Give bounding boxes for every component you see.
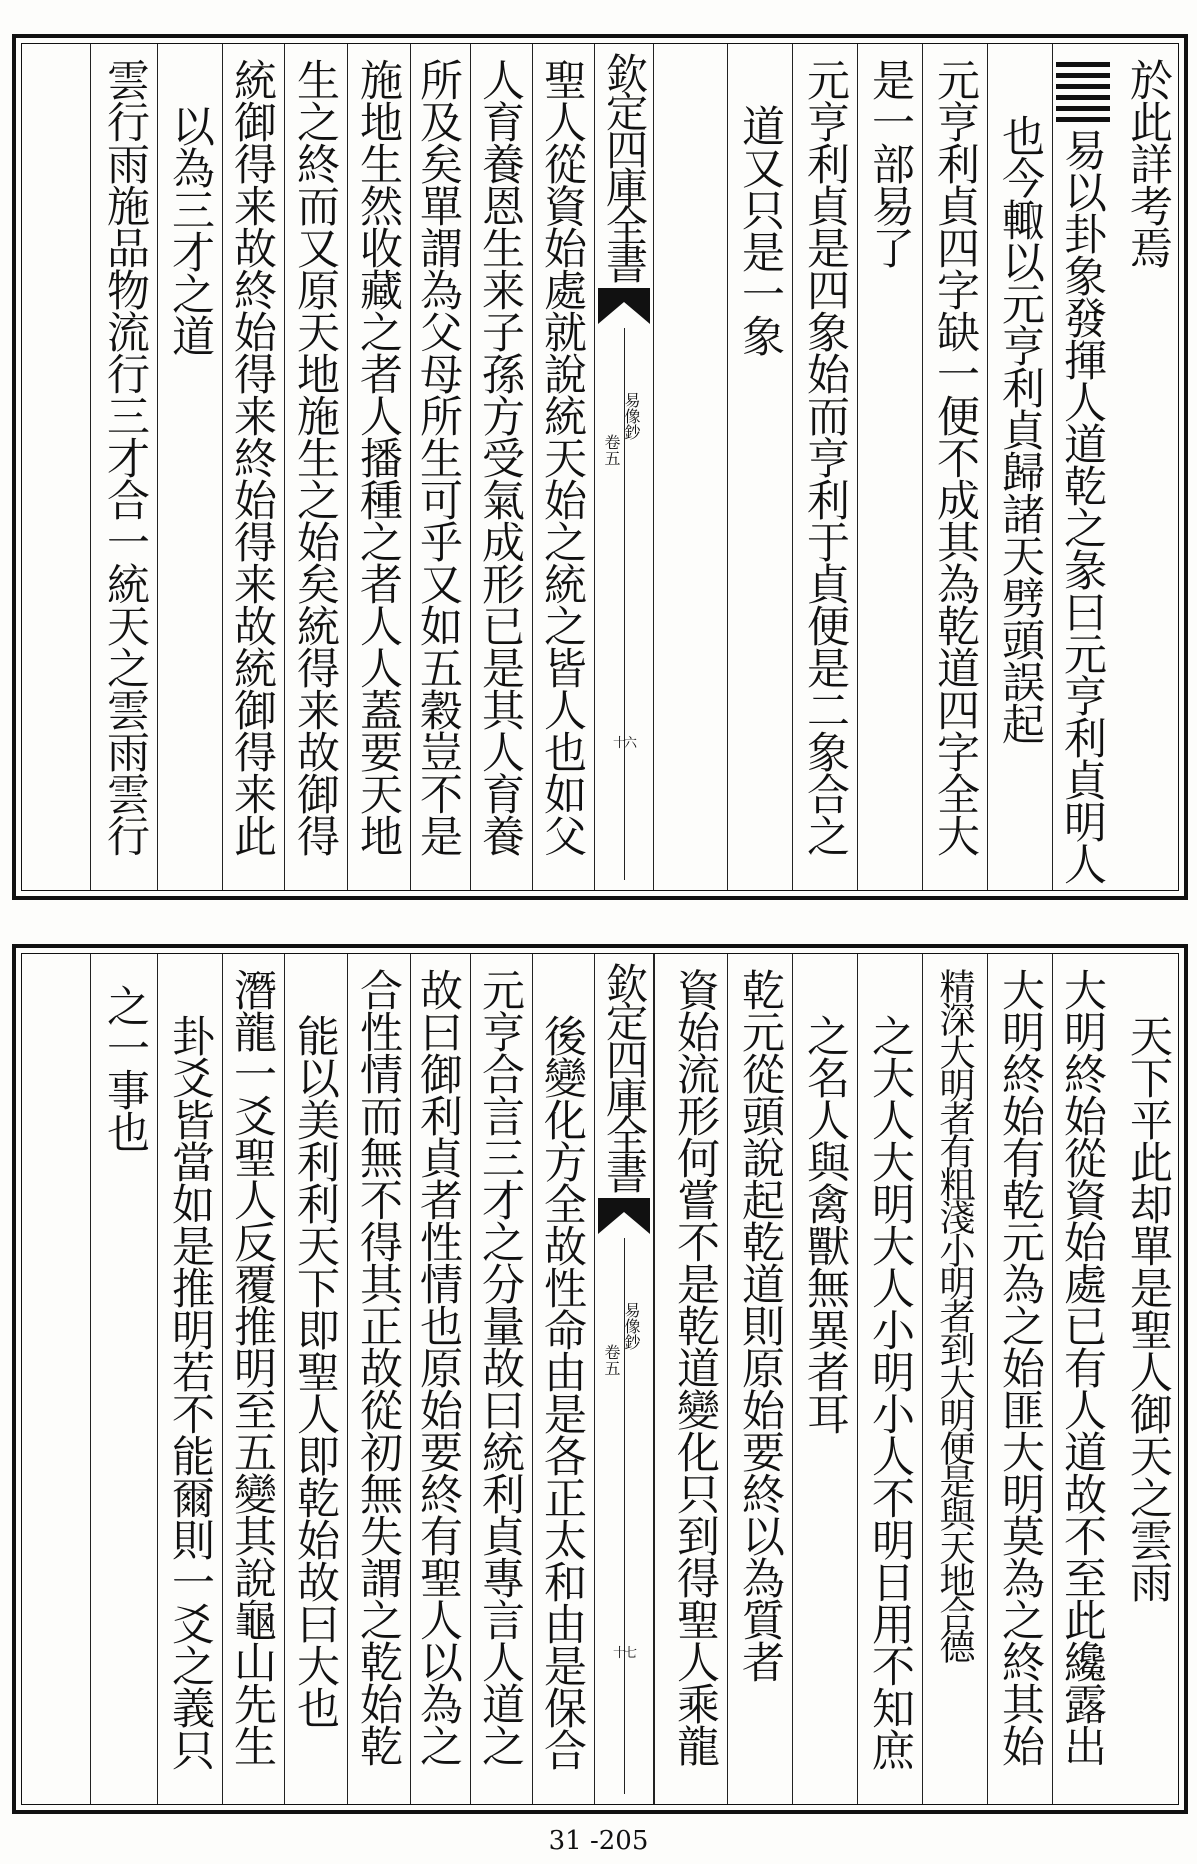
hexagram-line (1056, 117, 1110, 122)
text-column: 於此詳考焉 (1123, 58, 1173, 268)
text-column: 潛龍一爻聖人反覆推明至五變其說龜山先生 (222, 954, 284, 1804)
text-column: 天下平此却單是聖人御天之雲雨 (1123, 1014, 1173, 1602)
text-column: 精深大明者有粗淺小明者到大明便是與天地合德 (922, 954, 987, 1804)
text-column: 雲行雨施品物流行三才合一統天之雲雨雲行 (90, 44, 157, 890)
top-center-gutter (594, 44, 654, 890)
text-column: 元亨利貞四字缺一便不成其為乾道四字全大 (922, 44, 987, 890)
text-column: 乾元從頭說起乾道則原始要終以為質者 (727, 954, 792, 1804)
text-column: 也今輙以元亨利貞歸諸天劈頭誤起 (987, 44, 1052, 890)
hexagram-line (1056, 95, 1110, 100)
text-column: 人育養恩生来子孫方受氣成形已是其人育養 (470, 44, 532, 890)
text-column: 所及矣單謂為父母所生可乎又如五穀豈不是 (410, 44, 470, 890)
volume-label: 卷五 (602, 434, 621, 466)
text-column: 聖人從資始處就說統天始之統之皆人也如父 (532, 44, 594, 890)
leaf-number: 十六 (613, 736, 636, 751)
hexagram-line (1056, 62, 1110, 67)
text-column: 元亨合言三才之分量故曰統利貞專言人道之 (470, 954, 532, 1804)
text-column: 之一事也 (90, 954, 157, 1804)
book-title: 易像鈔 (622, 1302, 641, 1350)
top-page (12, 34, 1188, 900)
bottom-center-gutter (594, 954, 654, 1804)
text-column: 道又只是一象 (727, 44, 792, 890)
hexagram-line (1056, 106, 1110, 111)
text-column: 後變化方全故性命由是各正太和由是保合 (532, 954, 594, 1804)
text-column: 統御得来故終始得来終始得来故統御得来此 (222, 44, 284, 890)
text-column: 合性情而無不得其正故從初無失謂之乾始乾 (347, 954, 410, 1804)
text-column: 以為三才之道 (157, 44, 222, 890)
text-column: 大明終始有乾元為之始匪大明莫為之終其始 (987, 954, 1052, 1804)
book-title: 易像鈔 (622, 392, 641, 440)
text-column: 是一部易了 (857, 44, 922, 890)
series-title: 欽定四庫全書 (600, 962, 649, 1190)
top-columns (22, 44, 1178, 890)
text-column: 之大人大明大人小明小人不明日用不知庶 (857, 954, 922, 1804)
text-column: 之名人與禽獸無異者耳 (792, 954, 857, 1804)
qian-hexagram-icon (1056, 62, 1110, 128)
text-column: 卦爻皆當如是推明若不能爾則一爻之義只 (157, 954, 222, 1804)
hexagram-line (1056, 73, 1110, 78)
text-column: 易以卦象發揮人道乾之彖曰元亨利貞明人 (1052, 44, 1114, 890)
bottom-page (12, 944, 1188, 1814)
page-number: 31 -205 (548, 1826, 649, 1856)
volume-label: 卷五 (602, 1344, 621, 1376)
leaf-number: 十七 (613, 1646, 636, 1661)
text-column: 資始流形何嘗不是乾道變化只到得聖人乘龍 (654, 954, 727, 1804)
text-column: 生之終而又原天地施生之始矣統得来故御得 (284, 44, 347, 890)
text-column: 能以美利利天下即聖人即乾始故曰大也 (284, 954, 347, 1804)
fish-tail-mark-icon (598, 288, 650, 324)
text-column: 故曰御利貞者性情也原始要終有聖人以為之 (410, 954, 470, 1804)
text-column: 施地生然收藏之者人播種之者人人蓋要天地 (347, 44, 410, 890)
hexagram-line (1056, 84, 1110, 89)
fish-tail-mark-icon (598, 1198, 650, 1234)
bottom-columns (22, 954, 1178, 1804)
series-title: 欽定四庫全書 (600, 52, 649, 280)
text-column: 元亨利貞是四象始而亨利于貞便是二象合之 (792, 44, 857, 890)
text-column: 大明終始從資始處已有人道故不至此纔露出 (1052, 954, 1114, 1804)
